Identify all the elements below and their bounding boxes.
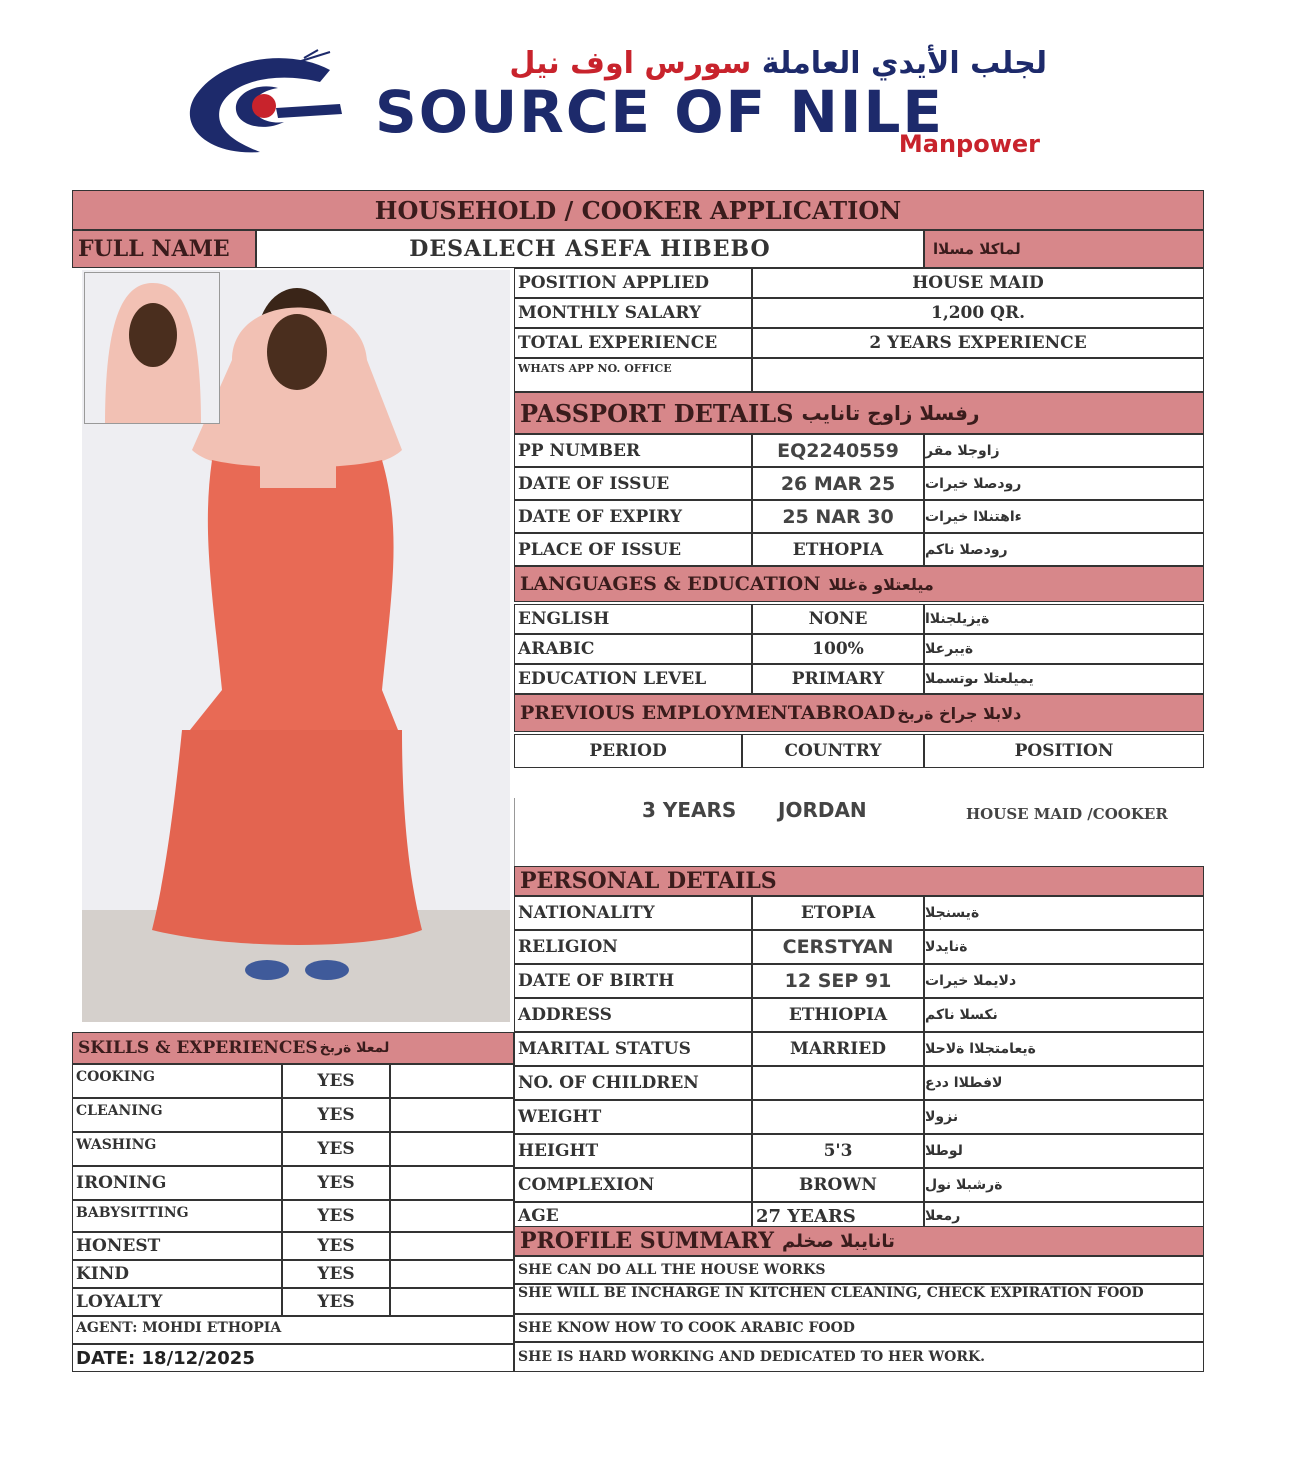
- skill-extra: [390, 1166, 514, 1200]
- agent-name: AGENT: MOHDI ETHOPIA: [72, 1316, 514, 1344]
- profile-summary-header: PROFILE SUMMARY تانايبلا صخلم: [514, 1226, 1204, 1256]
- complexion-arabic: ةرشبلا نول: [924, 1168, 1204, 1202]
- candidate-photo-portrait: [84, 272, 220, 424]
- date-of-issue-label: DATE OF ISSUE: [514, 467, 752, 500]
- weight-arabic: نزولا: [924, 1100, 1204, 1134]
- marital-status-value: MARRIED: [752, 1032, 924, 1066]
- summary-line: SHE WILL BE INCHARGE IN KITCHEN CLEANING, CHECK EXPIRATION FOOD: [514, 1284, 1204, 1314]
- height-label: HEIGHT: [514, 1134, 752, 1168]
- religion-arabic: ةنايدلا: [924, 930, 1204, 964]
- date-of-expiry-label: DATE OF EXPIRY: [514, 500, 752, 533]
- date-of-expiry-value: 25 NAR 30: [752, 500, 924, 533]
- logo-arabic-text: لجلب الأيدي العاملة سورس اوف نيل: [509, 46, 1047, 81]
- employment-country-header: COUNTRY: [742, 734, 924, 768]
- pp-number-arabic: زاوجلا مقر: [924, 434, 1204, 467]
- english-label: ENGLISH: [514, 604, 752, 634]
- nationality-label: NATIONALITY: [514, 896, 752, 930]
- skill-extra: [390, 1064, 514, 1098]
- skill-extra: [390, 1200, 514, 1232]
- date-of-issue-arabic: رودصلا خيرات: [924, 467, 1204, 500]
- children-value: [752, 1066, 924, 1100]
- skill-label: COOKING: [72, 1064, 282, 1098]
- languages-education-header: LANGUAGES & EDUCATION ميلعتلاو ةغللا: [514, 566, 1204, 602]
- skill-value: YES: [282, 1200, 390, 1232]
- date-of-birth-arabic: دلايملا خيرات: [924, 964, 1204, 998]
- height-arabic: لوطلا: [924, 1134, 1204, 1168]
- total-experience-label: TOTAL EXPERIENCE: [514, 328, 752, 358]
- arabic-arabic: ةيبرعلا: [924, 634, 1204, 664]
- whatsapp-office-value: [752, 358, 1204, 392]
- date-of-birth-label: DATE OF BIRTH: [514, 964, 752, 998]
- marital-status-label: MARITAL STATUS: [514, 1032, 752, 1066]
- logo-company-name: SOURCE OF NILE: [375, 78, 945, 146]
- nationality-arabic: ةيسنجلا: [924, 896, 1204, 930]
- total-experience-value: 2 YEARS EXPERIENCE: [752, 328, 1204, 358]
- skill-value: YES: [282, 1132, 390, 1166]
- address-label: ADDRESS: [514, 998, 752, 1032]
- skill-extra: [390, 1132, 514, 1166]
- skill-extra: [390, 1260, 514, 1288]
- form-title: HOUSEHOLD / COOKER APPLICATION: [72, 190, 1204, 230]
- employment-position-header: POSITION: [924, 734, 1204, 768]
- skill-label: CLEANING: [72, 1098, 282, 1132]
- education-level-value: PRIMARY: [752, 664, 924, 694]
- place-of-issue-label: PLACE OF ISSUE: [514, 533, 752, 566]
- pp-number-value: EQ2240559: [752, 434, 924, 467]
- date-of-expiry-arabic: ءاهتنلاا خيرات: [924, 500, 1204, 533]
- logo-swoosh-icon: [180, 48, 360, 158]
- skill-value: YES: [282, 1288, 390, 1316]
- address-arabic: نكسلا ناكم: [924, 998, 1204, 1032]
- marital-status-arabic: ةيعامتجلاا ةلاحلا: [924, 1032, 1204, 1066]
- arabic-value: 100%: [752, 634, 924, 664]
- complexion-value: BROWN: [752, 1168, 924, 1202]
- skill-value: YES: [282, 1064, 390, 1098]
- education-level-arabic: يميلعتلا ىوتسملا: [924, 664, 1204, 694]
- skill-extra: [390, 1098, 514, 1132]
- summary-line: SHE KNOW HOW TO COOK ARABIC FOOD: [514, 1314, 1204, 1342]
- skill-label: KIND: [72, 1260, 282, 1288]
- weight-label: WEIGHT: [514, 1100, 752, 1134]
- full-name-label: FULL NAME: [72, 230, 256, 268]
- position-applied-label: POSITION APPLIED: [514, 268, 752, 298]
- place-of-issue-arabic: رودصلا ناكم: [924, 533, 1204, 566]
- employment-country-value: JORDAN: [778, 798, 867, 822]
- children-label: NO. OF CHILDREN: [514, 1066, 752, 1100]
- skill-label: HONEST: [72, 1232, 282, 1260]
- date-of-issue-value: 26 MAR 25: [752, 467, 924, 500]
- company-logo: [180, 38, 1060, 162]
- children-arabic: لافطلاا ددع: [924, 1066, 1204, 1100]
- skill-value: YES: [282, 1260, 390, 1288]
- employment-period-header: PERIOD: [514, 734, 742, 768]
- skill-value: YES: [282, 1232, 390, 1260]
- address-value: ETHIOPIA: [752, 998, 924, 1032]
- position-applied-value: HOUSE MAID: [752, 268, 1204, 298]
- age-label: AGE: [514, 1202, 752, 1230]
- age-arabic: رمعلا: [924, 1202, 1204, 1230]
- summary-line: SHE CAN DO ALL THE HOUSE WORKS: [514, 1256, 1204, 1284]
- age-value: 27 YEARS: [752, 1202, 924, 1230]
- application-date: DATE: 18/12/2025: [72, 1344, 514, 1372]
- skill-extra: [390, 1232, 514, 1260]
- skill-extra: [390, 1288, 514, 1316]
- english-value: NONE: [752, 604, 924, 634]
- full-name-value: DESALECH ASEFA HIBEBO: [256, 230, 924, 268]
- application-form: [72, 180, 1204, 1372]
- logo-subtitle: Manpower: [898, 130, 1040, 158]
- whatsapp-office-label: WHATS APP NO. OFFICE: [514, 358, 752, 392]
- skills-experiences-header: SKILLS & EXPERIENCES لمعلا ةربخ: [72, 1032, 514, 1064]
- employment-position-value: HOUSE MAID /COOKER: [966, 805, 1168, 823]
- education-level-label: EDUCATION LEVEL: [514, 664, 752, 694]
- height-value: 5'3: [752, 1134, 924, 1168]
- complexion-label: COMPLEXION: [514, 1168, 752, 1202]
- employment-period-value: 3 YEARS: [642, 798, 737, 822]
- religion-value: CERSTYAN: [752, 930, 924, 964]
- skill-label: WASHING: [72, 1132, 282, 1166]
- full-name-arabic: لماكلا مسلاا: [924, 230, 1204, 268]
- personal-details-header: PERSONAL DETAILS: [514, 866, 1204, 896]
- person-portrait-icon: [85, 273, 220, 424]
- skill-label: LOYALTY: [72, 1288, 282, 1316]
- pp-number-label: PP NUMBER: [514, 434, 752, 467]
- arabic-label: ARABIC: [514, 634, 752, 664]
- previous-employment-header: PREVIOUS EMPLOYMENTABROAD دلابلا جراخ ةربخ: [514, 694, 1204, 732]
- monthly-salary-value: 1,200 QR.: [752, 298, 1204, 328]
- weight-value: [752, 1100, 924, 1134]
- employment-divider: [514, 798, 515, 868]
- nationality-value: ETOPIA: [752, 896, 924, 930]
- skill-value: YES: [282, 1166, 390, 1200]
- passport-details-header: PASSPORT DETAILS رفسلا زاوج تانايب: [514, 392, 1204, 434]
- religion-label: RELIGION: [514, 930, 752, 964]
- summary-line: SHE IS HARD WORKING AND DEDICATED TO HER WORK.: [514, 1342, 1204, 1372]
- skill-label: IRONING: [72, 1166, 282, 1200]
- monthly-salary-label: MONTHLY SALARY: [514, 298, 752, 328]
- date-of-birth-value: 12 SEP 91: [752, 964, 924, 998]
- english-arabic: ةيزيلجنلاا: [924, 604, 1204, 634]
- skill-value: YES: [282, 1098, 390, 1132]
- place-of-issue-value: ETHOPIA: [752, 533, 924, 566]
- skill-label: BABYSITTING: [72, 1200, 282, 1232]
